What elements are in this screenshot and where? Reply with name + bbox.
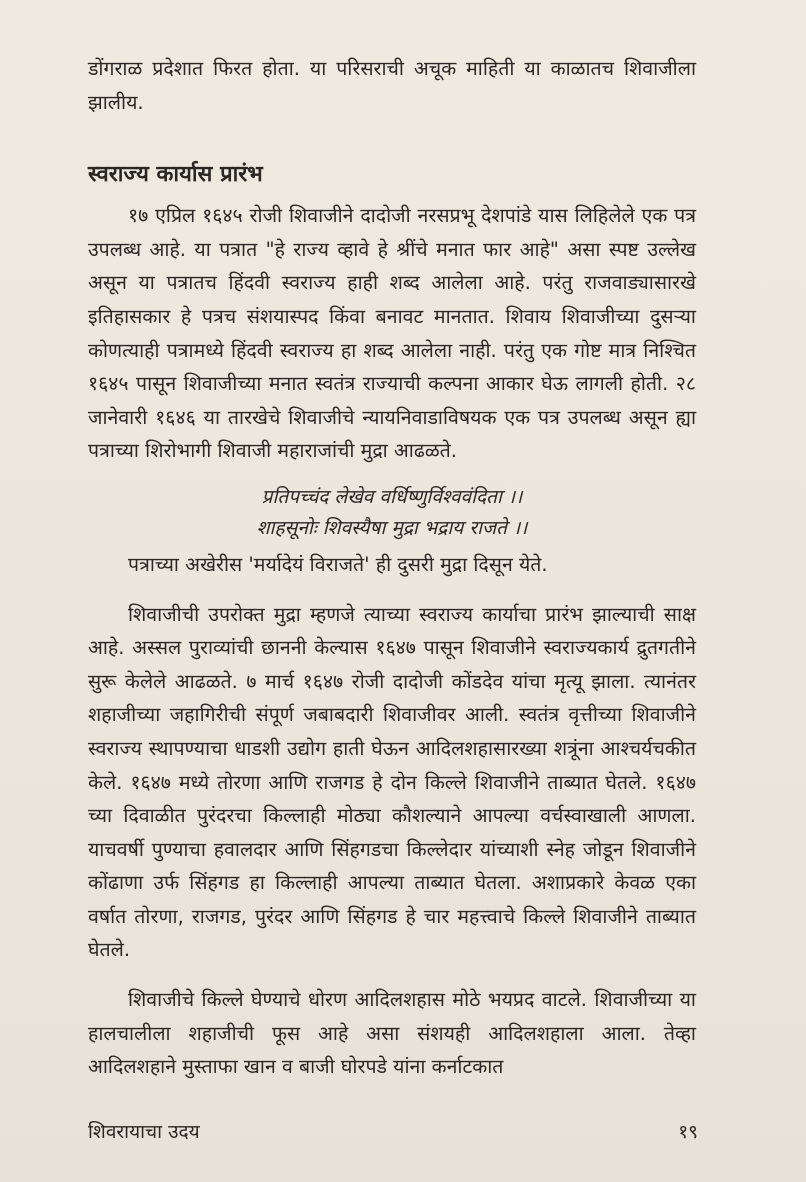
running-footer-title: शिवरायाचा उदय xyxy=(88,1121,200,1143)
section-heading: स्वराज्य कार्यास प्रारंभ xyxy=(88,162,263,188)
page-number: १९ xyxy=(678,1121,698,1143)
paragraph-forts: शिवाजीची उपरोक्त मुद्रा म्हणजे त्याच्या स्वराज्य कार्याचा प्रारंभ झाल्याची साक्ष आहे. अस्सल पुराव्यांची छाननी केल्यास १६४७ पासून शिवाजीने स्वराज्यकार्य द्रुतगतीने सुरू केलेले आढळते. ७ मार्च १६४७ रोजी दादोजी कोंडदेव यांचा मृत्यू झाला. त्यानंतर शहाजीच्या जहागिरीची संपूर्ण जबाबदारी शिवाजीवर आली. स्वतंत्र वृत्तीच्या शिवाजीने स्वराज्य स्थापण्याचा धाडशी उद्योग हाती घेऊन आदिलशहासारख्या शत्रूंना आश्चर्यचकीत केले. १६४७ मध्ये तोरणा आणि राजगड हे दोन किल्ले शिवाजीने ताब्यात घेतले. १६४७ च्या दिवाळीत पुरंदरचा किल्लाही मोठ्या कौशल्याने आपल्या वर्चस्वाखाली आणला. याचवर्षी पुण्याचा हवालदार आणि सिंहगडचा किल्लेदार यांच्याशी स्नेह जोडून शिवाजीने कोंढाणा उर्फ सिंहगड हा किल्लाही आपल्या ताब्यात घेतला. अशाप्रकारे केवळ एका वर्षात तोरणा, राजगड, पुरंदर आणि सिंहगड हे चार महत्त्वाचे किल्ले शिवाजीने ताब्यात घेतले. xyxy=(88,602,696,962)
page-body xyxy=(88,52,696,1084)
seal-verse xyxy=(88,482,696,544)
paragraph-letter-1645: १७ एप्रिल १६४५ रोजी शिवाजीने दादोजी नरसप्रभू देशपांडे यास लिहिलेले एक पत्र उपलब्ध आहे. या पत्रात "हे राज्य व्हावे हे श्रींचे मनात फार आहे" असा स्पष्ट उल्लेख असून या पत्रातच हिंदवी स्वराज्य हाही शब्द आलेला आहे. परंतु राजवाड्यासारखे इतिहासकार हे पत्रच संशयास्पद किंवा बनावट मानतात. शिवाय शिवाजीच्या दुसऱ्या कोणत्याही पत्रामध्ये हिंदवी स्वराज्य हा शब्द आलेला नाही. परंतु एक गोष्ट मात्र निश्चित १६४५ पासून शिवाजीच्या मनात स्वतंत्र राज्याची कल्पना आकार घेऊ लागली होती. २८ जानेवारी १६४६ या तारखेचे शिवाजीचे न्यायनिवाडाविषयक एक पत्र उपलब्ध असून ह्या पत्राच्या शिरोभागी शिवाजी महाराजांची मुद्रा आढळते. xyxy=(88,204,696,463)
paragraph-adilshah: शिवाजीचे किल्ले घेण्याचे धोरण आदिलशहास मोठे भयप्रद वाटले. शिवाजीच्या या हालचालीला शहाजीची फूस आहे असा संशयही आदिलशहाला आला. तेव्हा आदिलशहाने मुस्ताफा खान व बाजी घोरपडे यांना कर्नाटकात xyxy=(88,988,696,1079)
verse-line-2: शाहसूनोः शिवस्यैषा मुद्रा भद्राय राजते ।। xyxy=(256,516,528,539)
paragraph-continuation: डोंगराळ प्रदेशात फिरत होता. या परिसराची अचूक माहिती या काळातच शिवाजीला झालीय. xyxy=(88,57,696,114)
paragraph-second-seal: पत्राच्या अखेरीस 'मर्यादेयं विराजते' ही दुसरी मुद्रा दिसून येते. xyxy=(128,552,548,576)
verse-line-1: प्रतिपच्चंद लेखेव वर्धिष्णुर्विश्ववंदिता ।। xyxy=(261,485,523,508)
